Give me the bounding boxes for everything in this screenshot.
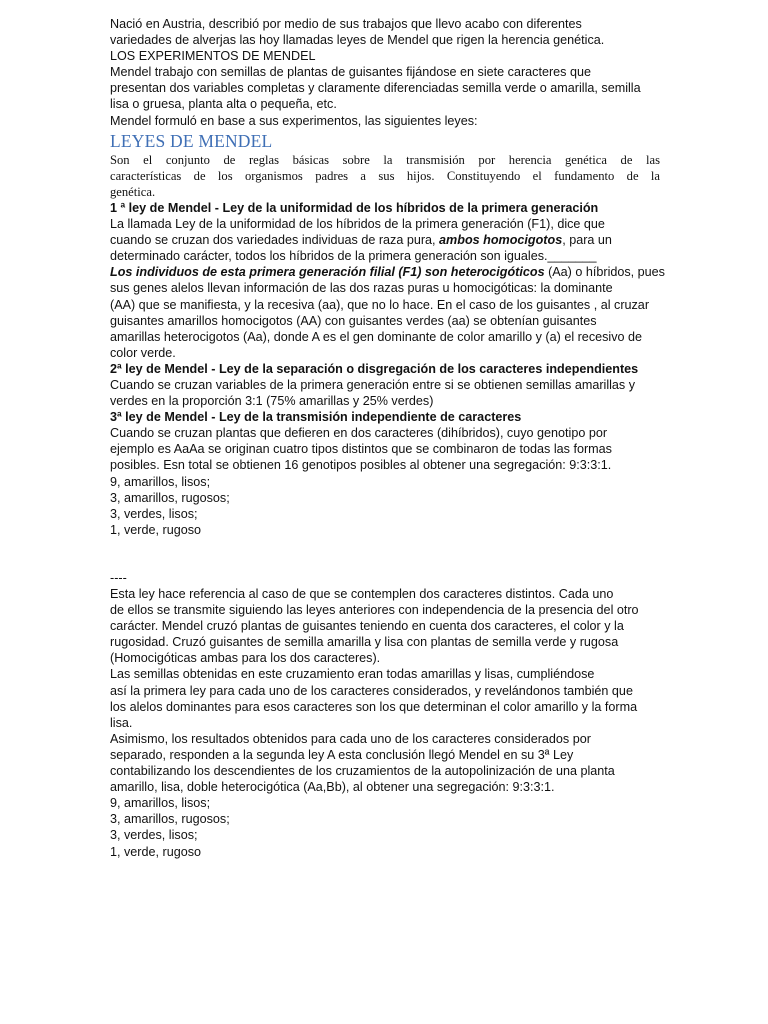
list-item: 3, amarillos, rugosos; bbox=[110, 812, 230, 827]
text-line: color verde. bbox=[110, 345, 176, 360]
section-label: LOS EXPERIMENTOS DE MENDEL bbox=[110, 49, 316, 64]
list-item: 3, verdes, lisos; bbox=[110, 506, 198, 521]
text-line: genética. bbox=[110, 184, 156, 199]
text-line: separado, responden a la segunda ley A esta conclusión llegó Mendel en su 3ª Ley bbox=[110, 747, 574, 762]
text-line: rugosidad. Cruzó guisantes de semilla amarilla y lisa con plantas de semilla verde y rugosa bbox=[110, 635, 619, 650]
text-line: los alelos dominantes para esos caracteres son los que determinan el color amarillo y la forma bbox=[110, 699, 638, 714]
list-item: 1, verde, rugoso bbox=[110, 844, 202, 859]
intro-section bbox=[110, 16, 660, 129]
text-line: Esta ley hace referencia al caso de que se contemplen dos caracteres distintos. Cada uno bbox=[110, 587, 614, 601]
text-line: La llamada Ley de la uniformidad de los híbridos de la primera generación (F1), dice que bbox=[110, 217, 605, 232]
text-line bbox=[110, 232, 660, 248]
text-line: presentan dos variables completas y claramente diferenciadas semilla verde o amarilla, semilla bbox=[110, 81, 641, 96]
law3-title: 3ª ley de Mendel - Ley de la transmisión independiente de caracteres bbox=[110, 410, 522, 425]
emphasis-text: Los individuos de esta primera generación filial (F1) son heterocigóticos bbox=[110, 265, 545, 280]
law2-section bbox=[110, 361, 660, 409]
text-line: Las semillas obtenidas en este cruzamiento eran todas amarillas y lisas, cumpliéndose bbox=[110, 667, 595, 682]
closing-section bbox=[110, 586, 660, 860]
text-line: lisa o gruesa, planta alta o pequeña, etc. bbox=[110, 97, 337, 112]
text-line bbox=[110, 264, 665, 280]
text-line: Nació en Austria, describió por medio de sus trabajos que llevo acabo con diferentes bbox=[110, 17, 582, 31]
law2-title: 2ª ley de Mendel - Ley de la separación o disgregación de los caracteres independientes bbox=[110, 361, 639, 376]
text-line: variedades de alverjas las hoy llamadas leyes de Mendel que rigen la herencia genética. bbox=[110, 33, 605, 48]
text-line: carácter. Mendel cruzó plantas de guisantes teniendo en cuenta dos caracteres, el color y la bbox=[110, 619, 624, 634]
text-line: lisa. bbox=[110, 715, 133, 730]
list-item: 1, verde, rugoso bbox=[110, 522, 202, 537]
definition-paragraph bbox=[110, 152, 660, 200]
law3-section bbox=[110, 409, 660, 538]
text-line: determinado carácter, todos los híbridos de la primera generación son iguales._______ bbox=[110, 249, 597, 264]
text-line: (Homocigóticas ambas para los dos caracteres). bbox=[110, 651, 381, 666]
text-line: (AA) que se manifiesta, y la recesiva (aa), que no lo hace. En el caso de los guisantes , al cruzar bbox=[110, 297, 650, 312]
text-line: Cuando se cruzan variables de la primera generación entre si se obtienen semillas amarillas y bbox=[110, 377, 636, 392]
page-title: LEYES DE MENDEL bbox=[110, 130, 273, 151]
document-body bbox=[110, 16, 665, 860]
text-line: Mendel trabajo con semillas de plantas de guisantes fijándose en siete caracteres que bbox=[110, 65, 591, 80]
text-line: de ellos se transmite siguiendo las leyes anteriores con independencia de la presencia del otro bbox=[110, 603, 639, 618]
text-line: sus genes alelos llevan información de las dos razas puras u homocigóticas: la dominante bbox=[110, 281, 613, 296]
text-line: Cuando se cruzan plantas que defieren en dos caracteres (dihíbridos), cuyo genotipo por bbox=[110, 426, 608, 441]
text-line: posibles. Esn total se obtienen 16 genotipos posibles al obtener una segregación: 9:3:3:1. bbox=[110, 458, 612, 473]
emphasis-text: ambos homocigotos bbox=[439, 233, 563, 248]
text-line: Son el conjunto de reglas básicas sobre la transmisión por herencia genética de las bbox=[110, 152, 660, 167]
law1-section bbox=[110, 200, 665, 361]
list-item: 3, verdes, lisos; bbox=[110, 828, 198, 843]
text-line: guisantes amarillos homocigotos (AA) con guisantes verdes (aa) se obtenían guisantes bbox=[110, 313, 597, 328]
text-line: verdes en la proporción 3:1 (75% amarillas y 25% verdes) bbox=[110, 394, 434, 409]
text-line: características de los organismos padres a sus hijos. Constituyendo el fundamento de la bbox=[110, 168, 660, 183]
text-fragment: , para un bbox=[562, 233, 612, 248]
list-item: 3, amarillos, rugosos; bbox=[110, 490, 230, 505]
text-line: contabilizando los descendientes de los cruzamientos de la autopolinización de una planta bbox=[110, 764, 615, 779]
law1-title: 1 ª ley de Mendel - Ley de la uniformidad de los híbridos de la primera generación bbox=[110, 200, 599, 215]
separator-text: ---- bbox=[110, 570, 127, 585]
text-fragment: cuando se cruzan dos variedades individuas de raza pura, bbox=[110, 233, 440, 248]
text-line: amarillo, lisa, doble heterocigótica (Aa,Bb), al obtener una segregación: 9:3:3:1. bbox=[110, 780, 555, 795]
text-fragment: (Aa) o híbridos, pues bbox=[544, 265, 665, 280]
list-item: 9, amarillos, lisos; bbox=[110, 796, 211, 811]
text-line: ejemplo es AaAa se originan cuatro tipos distintos que se combinaron de todas las formas bbox=[110, 442, 612, 457]
list-item: 9, amarillos, lisos; bbox=[110, 474, 211, 489]
text-line: amarillas heterocigotos (Aa), donde A es el gen dominante de color amarillo y (a) el recesivo de bbox=[110, 329, 643, 344]
text-line: así la primera ley para cada uno de los caracteres considerados, y revelándonos también que bbox=[110, 683, 633, 698]
text-line: Mendel formuló en base a sus experimentos, las siguientes leyes: bbox=[110, 113, 478, 128]
text-line: Asimismo, los resultados obtenidos para cada uno de los caracteres considerados por bbox=[110, 731, 591, 746]
spacer bbox=[110, 538, 660, 570]
